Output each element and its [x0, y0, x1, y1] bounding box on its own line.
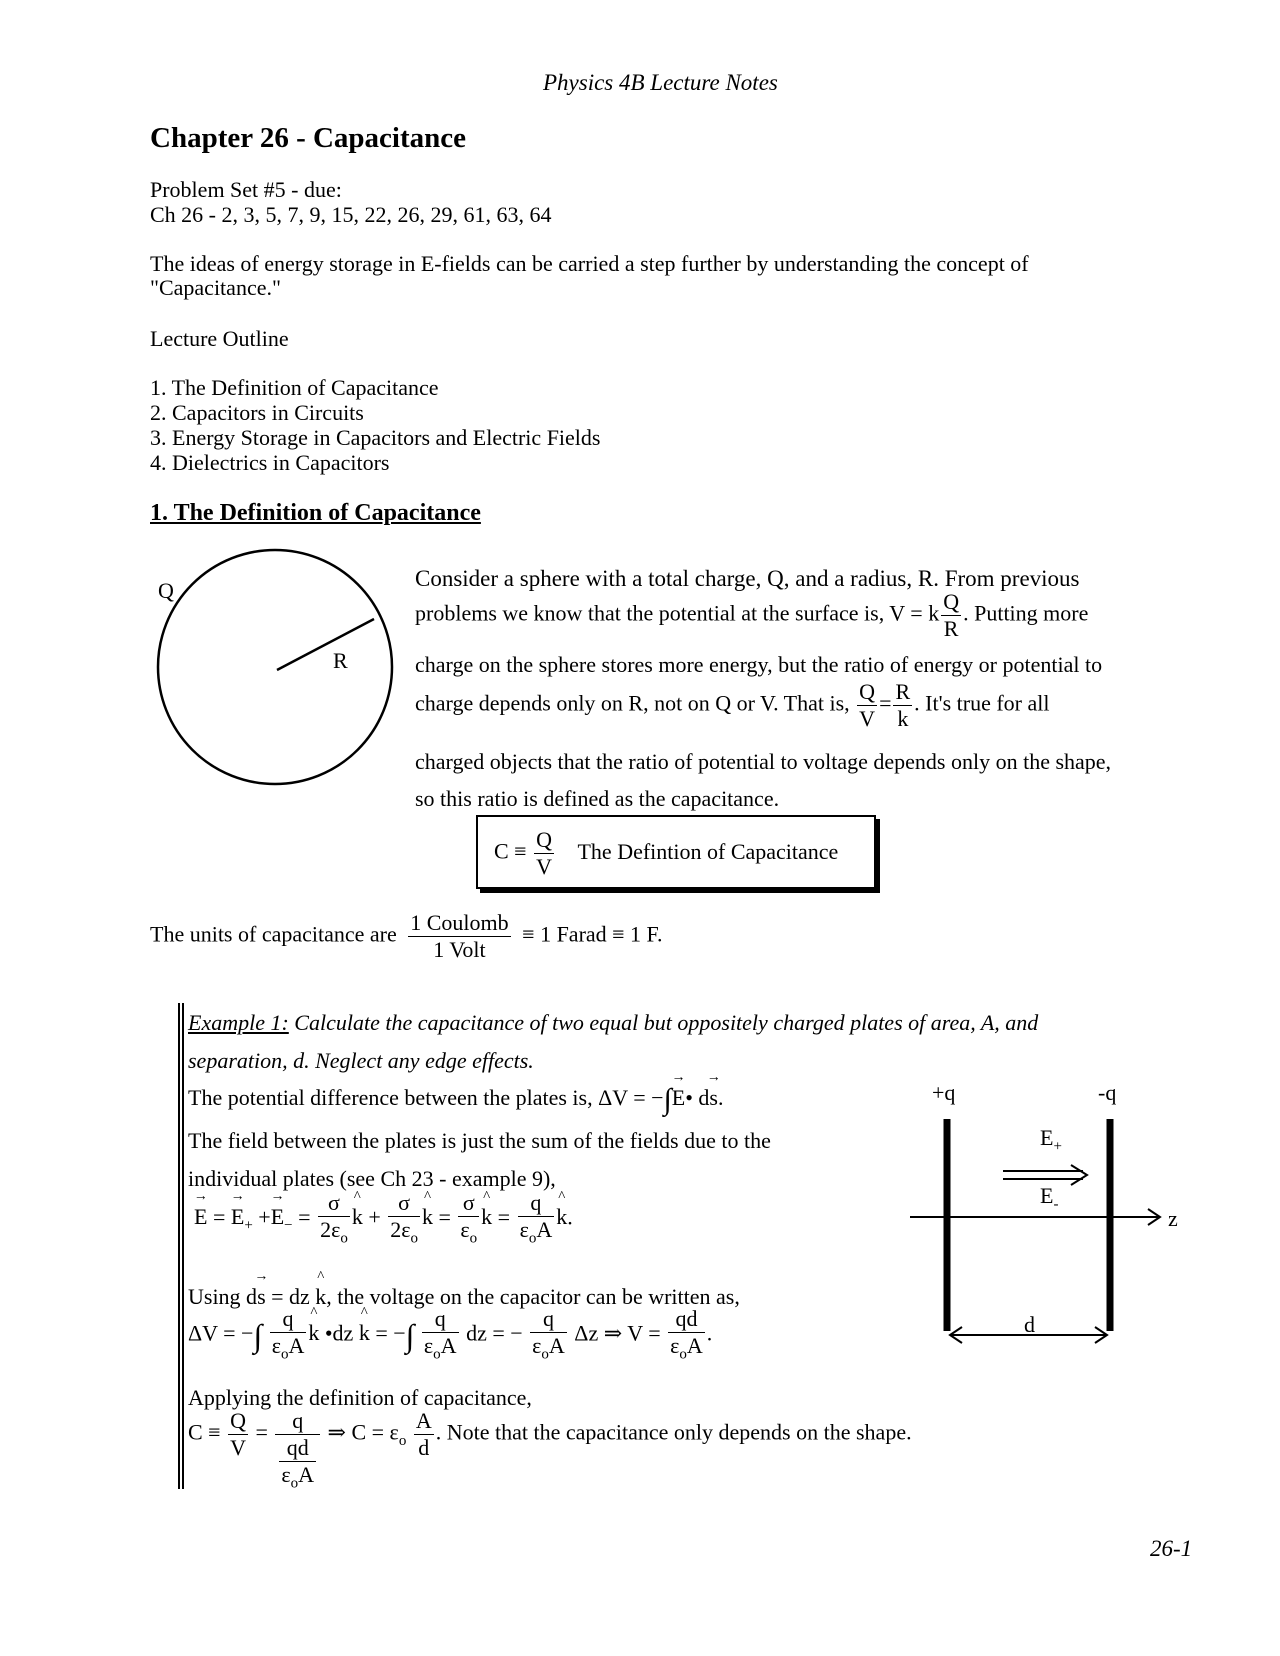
outline-title: Lecture Outline — [150, 326, 289, 351]
units-line: The units of capacitance are $\frac{\text{1 Coulomb}}{\text{1 Volt}}$ ≡ 1 Farad ≡ 1 F. — [150, 910, 663, 962]
sphere-label-q: Q — [158, 578, 174, 603]
radius-line — [277, 619, 374, 670]
plate-label-minus-q: -q — [1098, 1080, 1117, 1105]
definition-formula: C ≡ $\frac{Q}{V}$ The Defintion of Capacitance — [494, 827, 839, 879]
field-line2: individual plates (see Ch 23 - example 9), — [188, 1166, 556, 1191]
para-line6: so this ratio is defined as the capacitance. — [415, 786, 780, 811]
fraction-q-over-v: $\frac{Q}{V}$ — [859, 679, 876, 731]
e-arrowhead — [1071, 1165, 1087, 1185]
field-equation: → E = → $E_+ +\to E_-$ = $\frac{\sigma}{2\varepsilon_o}$ ^ k + $\frac{\sigma}{2\varepsilon_o}$ ^ k = $\frac{\sigma}{\varepsilon_o}$ ^ k = $\frac{q}{\varepsilon_oA}$ ^ k. — [194, 1192, 573, 1246]
fraction-r-over-k: $\frac{R}{k}$ — [895, 679, 911, 731]
d-label: d — [1024, 1312, 1035, 1337]
capacitance-equation: C ≡ $\frac{Q}{V}$ = $\frac{q}{\frac{qd}{\varepsilon_oA}}$ ⇒ $C = \varepsilon_o$ $\frac{A}{d}$ . Note that the capacitance only depends on the shape. — [188, 1408, 912, 1492]
intro-line2: "Capacitance." — [150, 275, 281, 300]
para-line5: charged objects that the ratio of potential to voltage depends only on the shape, — [415, 749, 1112, 774]
sphere-diagram — [148, 545, 408, 795]
outline-item: 4. Dielectrics in Capacitors — [150, 450, 390, 475]
e-plus-label: $E_+$ — [1040, 1125, 1062, 1155]
outline-item: 1. The Definition of Capacitance — [150, 375, 439, 400]
outline-item: 3. Energy Storage in Capacitors and Electric Fields — [150, 425, 601, 450]
outline-item: 2. Capacitors in Circuits — [150, 400, 364, 425]
para-line3: charge on the sphere stores more energy, but the ratio of energy or potential to — [415, 652, 1103, 677]
sphere-circle — [158, 550, 392, 784]
intro-line1: The ideas of energy storage in E-fields can be carried a step further by understanding the concept of — [150, 251, 1029, 276]
example-margin-bar — [178, 1003, 184, 1489]
definition-box — [476, 815, 876, 889]
para-line4: charge depends only on R, not on Q or V. That is, $\frac{Q}{V}$ = $\frac{R}{k}$ . It's true for all — [415, 679, 1050, 731]
potential-line: The potential difference between the plates is, ΔV = −∫→ E• d→ s. — [188, 1083, 723, 1117]
voltage-equation: ΔV = −∫ $\frac{q}{\varepsilon_oA}$ ^ k •dz ^ k = −∫ $\frac{q}{\varepsilon_oA}$ dz = − $\frac{q}{\varepsilon_oA}$ Δz ⇒ V = $\frac{qd}{\varepsilon_oA}$ . — [188, 1308, 712, 1362]
z-axis-label: z — [1168, 1206, 1178, 1231]
chapter-title: Chapter 26 - Capacitance — [150, 122, 467, 154]
using-line: Using d→ s = dz ^ k, the voltage on the capacitor can be written as, — [188, 1284, 740, 1310]
para-line1: Consider a sphere with a total charge, Q, and a radius, R. From previous — [415, 566, 1080, 591]
para-line2: problems we know that the potential at the surface is, V = k $\frac{Q}{R}$ . Putting more — [415, 589, 1089, 641]
running-header: Physics 4B Lecture Notes — [543, 70, 778, 95]
section-heading: 1. The Definition of Capacitance — [150, 500, 481, 526]
problem-set-line1: Problem Set #5 - due: — [150, 177, 342, 202]
fraction-q-over-r: $\frac{Q}{R}$ — [943, 589, 960, 641]
example-line2: separation, d. Neglect any edge effects. — [188, 1048, 534, 1073]
applying-line: Applying the definition of capacitance, — [188, 1385, 532, 1410]
example-label: Example 1: — [188, 1010, 289, 1035]
field-line1: The field between the plates is just the sum of the fields due to the — [188, 1128, 771, 1153]
problem-set-line2: Ch 26 - 2, 3, 5, 7, 9, 15, 22, 26, 29, 61, 63, 64 — [150, 202, 552, 227]
example-line1: Example 1: Calculate the capacitance of two equal but oppositely charged plates of area, A, and — [188, 1010, 1039, 1035]
definition-label: The Defintion of Capacitance — [577, 838, 839, 864]
sphere-label-r: R — [333, 648, 348, 673]
page-number: 26-1 — [1150, 1536, 1193, 1561]
plate-label-plus-q: +q — [932, 1080, 956, 1105]
e-minus-label: $E_-$ — [1040, 1183, 1059, 1213]
